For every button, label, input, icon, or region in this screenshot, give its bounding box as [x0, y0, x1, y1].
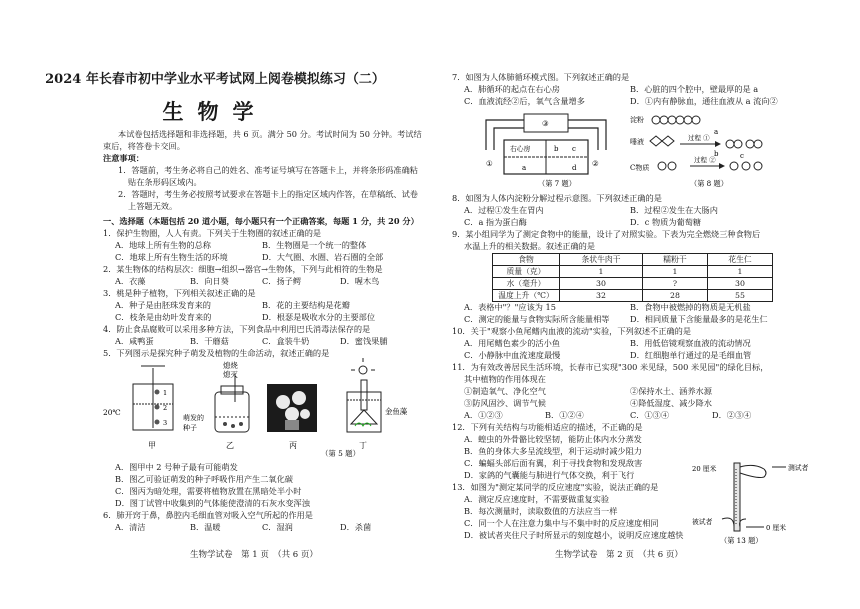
q3-option-c: C．枝条是由幼叶发育来的 [115, 312, 212, 322]
q5-caption: （第 5 题） [321, 449, 360, 458]
q11-item-3: ③防风固沙、调节气候 [464, 398, 546, 408]
q8-label-c: c [740, 152, 744, 160]
q1-stem: 1．保护生物圈，人人有责。下列关于生物圈的叙述正确的是 [103, 228, 322, 238]
q8-option-c: C．a 指为蛋白酶 [464, 217, 527, 227]
table-cell: 温度上升（℃） [493, 290, 560, 302]
notice-title: 注意事项： [103, 153, 144, 163]
q10-option-a: A．用尾鳍色素少的活小鱼 [464, 338, 560, 348]
table-cell: ? [643, 278, 708, 290]
table-cell: 30 [560, 278, 643, 290]
q3-stem: 3．桃是种子植物，下列相关叙述正确的是 [103, 288, 256, 298]
q8-label-a: a [714, 128, 719, 136]
q9-option-d: D．相同质量下含能量最多的是花生仁 [630, 314, 768, 324]
table-header-cell: 食物 [493, 254, 560, 266]
q8-option-d: D．c 物质为葡萄糖 [630, 217, 702, 227]
q7-label-circ2: ② [592, 159, 599, 168]
q5-label-n1: 1 [163, 389, 168, 397]
exam-title: 2024 年长春市初中学业水平考试网上阅卷模拟练习（二） [45, 72, 385, 87]
q5-stem: 5．下列图示是探究种子萌发及植物的生命活动，叙述正确的是 [103, 348, 330, 358]
q10-option-b: B．用低倍镜观察血液的流动情况 [630, 338, 751, 348]
q9-option-a: A．表格中"？"应该为 15 [464, 302, 556, 312]
section-heading: 一、选择题（本题包括 20 道小题，每小题只有一个正确答案，每题 1 分，共 20 分） [103, 216, 419, 226]
q5-option-b: B．图乙可验证萌发的种子呼吸作用产生二氧化碳 [115, 474, 293, 484]
q9-option-c: C．测定的能量与食物实际所含能量相等 [464, 314, 610, 324]
figure-ding [347, 358, 381, 432]
table-cell: 1 [643, 266, 708, 278]
q8-label-starch: 淀粉 [630, 116, 644, 124]
q13-figure [692, 455, 852, 545]
q12-option-a: A．蝗虫的外骨骼比较坚韧，能防止体内水分蒸发 [464, 434, 642, 444]
q7-figure [480, 110, 620, 190]
q5-figure [103, 362, 423, 458]
q13-option-d: D．被试者夹住尺子时所显示的刻度越小，说明反应速度越快 [464, 530, 684, 540]
q5-label-plant: 金鱼藻 [385, 407, 408, 416]
q13-caption: （第 13 题） [720, 536, 763, 545]
q8-stem: 8．如图为人体内淀粉分解过程示意图。下列叙述正确的是 [452, 193, 662, 203]
q2-stem: 2．某生物体的结构层次：细胞→组织→器官→生物体，下列与此相符的生物是 [103, 264, 383, 274]
notice-1a: 1．答题前，考生务必将自己的姓名、准考证号填写在答题卡上，并将条形码准确粘 [118, 165, 418, 175]
q4-stem: 4．防止食品腐败可以采用多种方法，下列食品中利用巴氏消毒法保存的是 [103, 324, 371, 334]
q11-option-a: A．①②③ [464, 410, 503, 420]
q1-option-d: D．大气圈、水圈、岩石圈的全部 [262, 252, 384, 262]
q7-option-b: B．心脏的四个腔中，壁最厚的是 a [630, 84, 759, 94]
q13-label-tester: 测试者 [788, 464, 809, 472]
table-cell: 质量（克） [493, 266, 560, 278]
q8-caption: （第 8 题） [690, 179, 728, 188]
q9-option-b: B．食物中被燃掉的物质是无机盐 [630, 302, 751, 312]
q3-option-b: B．花的主要结构是花瓣 [262, 300, 350, 310]
q7-stem: 7．如图为人体肺循环模式图。下列叙述正确的是 [452, 72, 630, 82]
table-cell: 1 [560, 266, 643, 278]
q2-option-c: C．扬子鳄 [262, 276, 302, 286]
q8-label-C: C物质 [630, 164, 650, 172]
notice-2a: 2．答题时，考生务必按照考试要求在答题卡上的指定区域内作答，在草稿纸、试卷 [118, 189, 418, 199]
q4-option-a: A．咸鸭蛋 [115, 336, 154, 346]
notice-1b: 贴在条形码区域内。 [128, 177, 202, 187]
q10-option-c: C．小静脉中血流速度最慢 [464, 350, 561, 360]
intro-line-1: 本试卷包括选择题和非选择题，共 6 页。满分 50 分。考试时间为 50 分钟。考试结 [118, 129, 422, 139]
q2-option-a: A．衣藻 [115, 276, 146, 286]
q13-label-subject: 被试者 [692, 518, 713, 526]
q8-label-saliva: 唾液 [630, 138, 644, 146]
q9-stem-1: 9．某小组同学为了测定食物中的能量，设计了对照实验。下表为完全燃烧三种食物后 [452, 229, 761, 239]
table-row [493, 278, 773, 290]
q4-option-b: B．干蘑菇 [190, 336, 229, 346]
q11-item-2: ②保持水土、涵养水源 [630, 386, 712, 396]
q5-option-a: A．图甲中 2 号种子最有可能萌发 [115, 462, 238, 472]
q7-label-d: d [572, 164, 577, 172]
page-2-footer: 生物学试卷 第 2 页 （共 6 页） [555, 550, 683, 560]
q8-option-a: A．过程①发生在胃内 [464, 205, 544, 215]
q7-label-c: c [572, 145, 576, 153]
q12-option-c: C．蝙蝠头部后面有翼，利于寻找食物和发现敌害 [464, 458, 643, 468]
q6-option-d: D．杀菌 [340, 522, 372, 532]
q7-option-d: D．①内有静脉血，通往血液从 a 流向② [630, 96, 778, 106]
q3-option-d: D．根瑟是吸收水分的主要部位 [262, 312, 376, 322]
q5-name-jia: 甲 [148, 441, 156, 450]
table-header-cell: 花生仁 [708, 254, 773, 266]
q8-label-proc2: 过程 ② [694, 156, 716, 164]
q7-label-b: b [554, 145, 559, 153]
table-cell: 1 [708, 266, 773, 278]
subject-title: 生物学 [162, 99, 268, 124]
table-cell: 28 [643, 290, 708, 302]
intro-line-2: 束后，将答卷卡交回。 [103, 141, 185, 151]
q5-label-seed1: 萌发的 [183, 414, 204, 422]
q12-option-b: B．鱼的身体大多呈流线型，利于运动时减少阻力 [464, 446, 642, 456]
table-cell: 32 [560, 290, 643, 302]
q7-caption: （第 7 题） [538, 179, 576, 188]
q13-option-c: C．同一个人在注意力集中与不集中时的反应速度相同 [464, 518, 659, 528]
q1-option-a: A．地球上所有生物的总称 [115, 240, 211, 250]
q5-label-seed2: 种子 [183, 424, 197, 432]
figure-yi [215, 374, 249, 432]
table-cell: 30 [708, 278, 773, 290]
q11-stem-2: 其中植物的作用体现在 [464, 374, 546, 384]
q6-option-b: B．温暖 [190, 522, 221, 532]
q8-figure [630, 108, 780, 190]
page-1-footer: 生物学试卷 第 1 页 （共 6 页） [190, 550, 318, 560]
q5-label-temp: 20℃ [103, 408, 121, 417]
q8-label-b: b [714, 150, 719, 158]
q12-option-d: D．家鸽的气囊能与肺进行气体交换，利于飞行 [464, 470, 635, 480]
q5-label-fire: 熄灭 [223, 370, 238, 379]
q2-option-d: D．喔木鸟 [340, 276, 380, 286]
table-header-cell: 糯粉干 [643, 254, 708, 266]
q13-option-a: A．测定反应速度时，不需要做重复实验 [464, 494, 610, 504]
q13-label-top: 20 厘米 [692, 465, 717, 473]
q11-option-c: C．①③④ [630, 410, 670, 420]
q5-name-bing: 丙 [289, 441, 297, 450]
table-header-cell: 条状牛肉干 [560, 254, 643, 266]
q11-option-b: B．①②④ [545, 410, 584, 420]
table-row [493, 290, 773, 302]
q7-label-circ1: ① [486, 159, 493, 168]
q6-option-c: C．湿润 [262, 522, 293, 532]
q5-option-d: D．图丁试管中收集到的气体能使澄清的石灰水变浑浊 [115, 498, 310, 508]
table-cell: 55 [708, 290, 773, 302]
q1-option-c: C．地球上所有生物生活的环境 [115, 252, 228, 262]
q10-option-d: D．红细胞单行通过的是毛细血管 [630, 350, 752, 360]
q5-label-extinguished: 熄烧 [223, 361, 238, 370]
q6-stem: 6．肺开窍于鼻，鼻腔内毛细血管对吸入空气所起的作用是 [103, 510, 313, 520]
q12-stem: 12．下列有关结构与功能相适应的描述，不正确的是 [452, 422, 643, 432]
q7-option-a: A．肺循环的起点在右心房 [464, 84, 560, 94]
q11-item-1: ①制造氧气、净化空气 [464, 386, 546, 396]
table-row [493, 266, 773, 278]
q11-item-4: ④降低湿度、减少降水 [630, 398, 712, 408]
q13-option-b: B．每次测量时，读取数值的方法应当一样 [464, 506, 618, 516]
q13-stem: 13．如图为"测定某同学的反应速度"实验，说法正确的是 [452, 482, 659, 492]
q4-option-d: D．蜜饯果脯 [340, 336, 388, 346]
q1-option-b: B．生物圈是一个统一的整体 [262, 240, 367, 250]
q8-option-b: B．过程②发生在大肠内 [630, 205, 718, 215]
exam-page-2 [430, 0, 860, 609]
q7-label-right: 右心房 [510, 145, 531, 153]
q13-label-zero: 0 厘米 [766, 524, 787, 532]
q4-option-c: C．盒装牛奶 [262, 336, 310, 346]
q5-label-n3: 3 [163, 419, 168, 427]
notice-2b: 上答题无效。 [128, 201, 178, 211]
q10-stem: 10．关于"观察小鱼尾鳍内血液的流动"实验，下列叙述不正确的是 [452, 326, 692, 336]
figure-bing [267, 384, 317, 432]
q7-label-circ3: ③ [542, 119, 549, 128]
q11-stem-1: 11．为有效改善居民生活环境，长春市已实现"300 米见绿，500 米见园"的绿化目标， [452, 362, 769, 372]
q7-label-a: a [522, 164, 527, 172]
q5-name-ding: 丁 [359, 441, 367, 450]
q5-label-n2: 2 [163, 404, 168, 412]
q11-option-d: D．②③④ [712, 410, 752, 420]
q7-option-c: C．血液流经②后，氧气含量增多 [464, 96, 585, 106]
q5-name-yi: 乙 [226, 441, 234, 450]
table-header-row [493, 254, 773, 266]
q9-stem-2: 水温上升的相关数据。叙述正确的是 [464, 241, 596, 251]
q8-label-proc1: 过程 ① [688, 134, 710, 142]
table-cell: 水（毫升） [493, 278, 560, 290]
q9-table [492, 253, 773, 302]
q6-option-a: A．清洁 [115, 522, 146, 532]
q5-option-c: C．图丙为暗处理，需要将植物放置在黑暗处半小时 [115, 486, 302, 496]
q3-option-a: A．种子是由胚珠发育来的 [115, 300, 211, 310]
q2-option-b: B．向日葵 [190, 276, 229, 286]
